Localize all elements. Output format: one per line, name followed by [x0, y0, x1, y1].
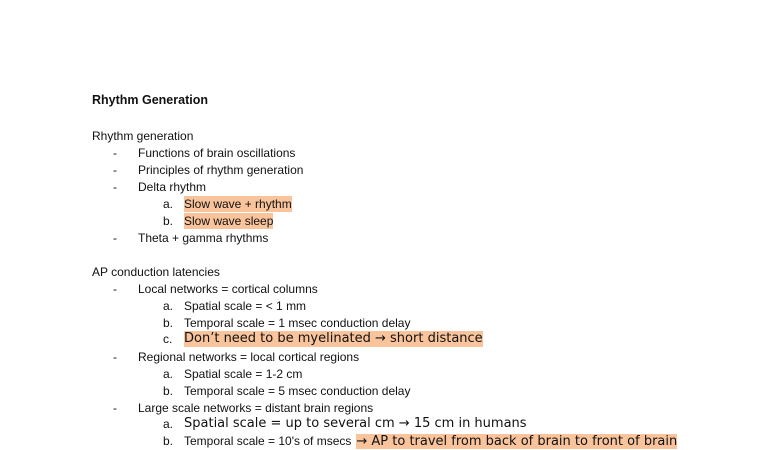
sub-list-marker: c.: [163, 332, 173, 346]
sub-list-text: Spatial scale = 1-2 cm: [184, 367, 303, 381]
highlighted-text: Don’t need to be myelinated → short distance: [184, 331, 483, 346]
sub-list-marker: a.: [163, 197, 174, 211]
highlighted-text: Slow wave + rhythm: [184, 197, 292, 211]
sub-list-marker: b.: [163, 316, 174, 330]
sub-list-marker: b.: [163, 214, 174, 228]
list-item-text: Delta rhythm: [138, 180, 207, 194]
highlighted-text: Slow wave sleep: [184, 214, 274, 228]
list-item-text: Functions of brain oscillations: [138, 146, 296, 160]
bullet-dash: -: [113, 180, 117, 194]
sub-list-text-plain: Temporal scale = 10's of msecs: [184, 434, 352, 448]
list-item-text: Regional networks = local cortical regions: [138, 350, 360, 364]
highlighted-text: → AP to travel from back of brain to front of brain: [356, 434, 678, 449]
sub-list-text: Temporal scale = 1 msec conduction delay: [184, 316, 411, 330]
bullet-dash: -: [113, 231, 117, 245]
list-item-text: Theta + gamma rhythms: [138, 231, 269, 245]
sub-list-marker: a.: [163, 417, 174, 431]
bullet-dash: -: [113, 350, 117, 364]
bullet-dash: -: [113, 282, 117, 296]
list-item-text: Local networks = cortical columns: [138, 282, 318, 296]
section-heading-ap-conduction: AP conduction latencies: [92, 265, 220, 279]
section-heading-rhythm-generation: Rhythm generation: [92, 129, 194, 143]
list-item-text: Principles of rhythm generation: [138, 163, 304, 177]
bullet-dash: -: [113, 146, 117, 160]
sub-list-text: Spatial scale = up to several cm → 15 cm in humans: [184, 416, 527, 431]
sub-list-marker: a.: [163, 299, 174, 313]
bullet-dash: -: [113, 163, 117, 177]
list-item-text: Large scale networks = distant brain regions: [138, 401, 374, 415]
sub-list-text: Temporal scale = 5 msec conduction delay: [184, 384, 411, 398]
document-title: Rhythm Generation: [92, 93, 208, 107]
sub-list-marker: a.: [163, 367, 174, 381]
bullet-dash: -: [113, 401, 117, 415]
sub-list-text: Spatial scale = < 1 mm: [184, 299, 307, 313]
sub-list-text: [184, 433, 677, 450]
sub-list-marker: b.: [163, 434, 174, 448]
sub-list-marker: b.: [163, 384, 174, 398]
